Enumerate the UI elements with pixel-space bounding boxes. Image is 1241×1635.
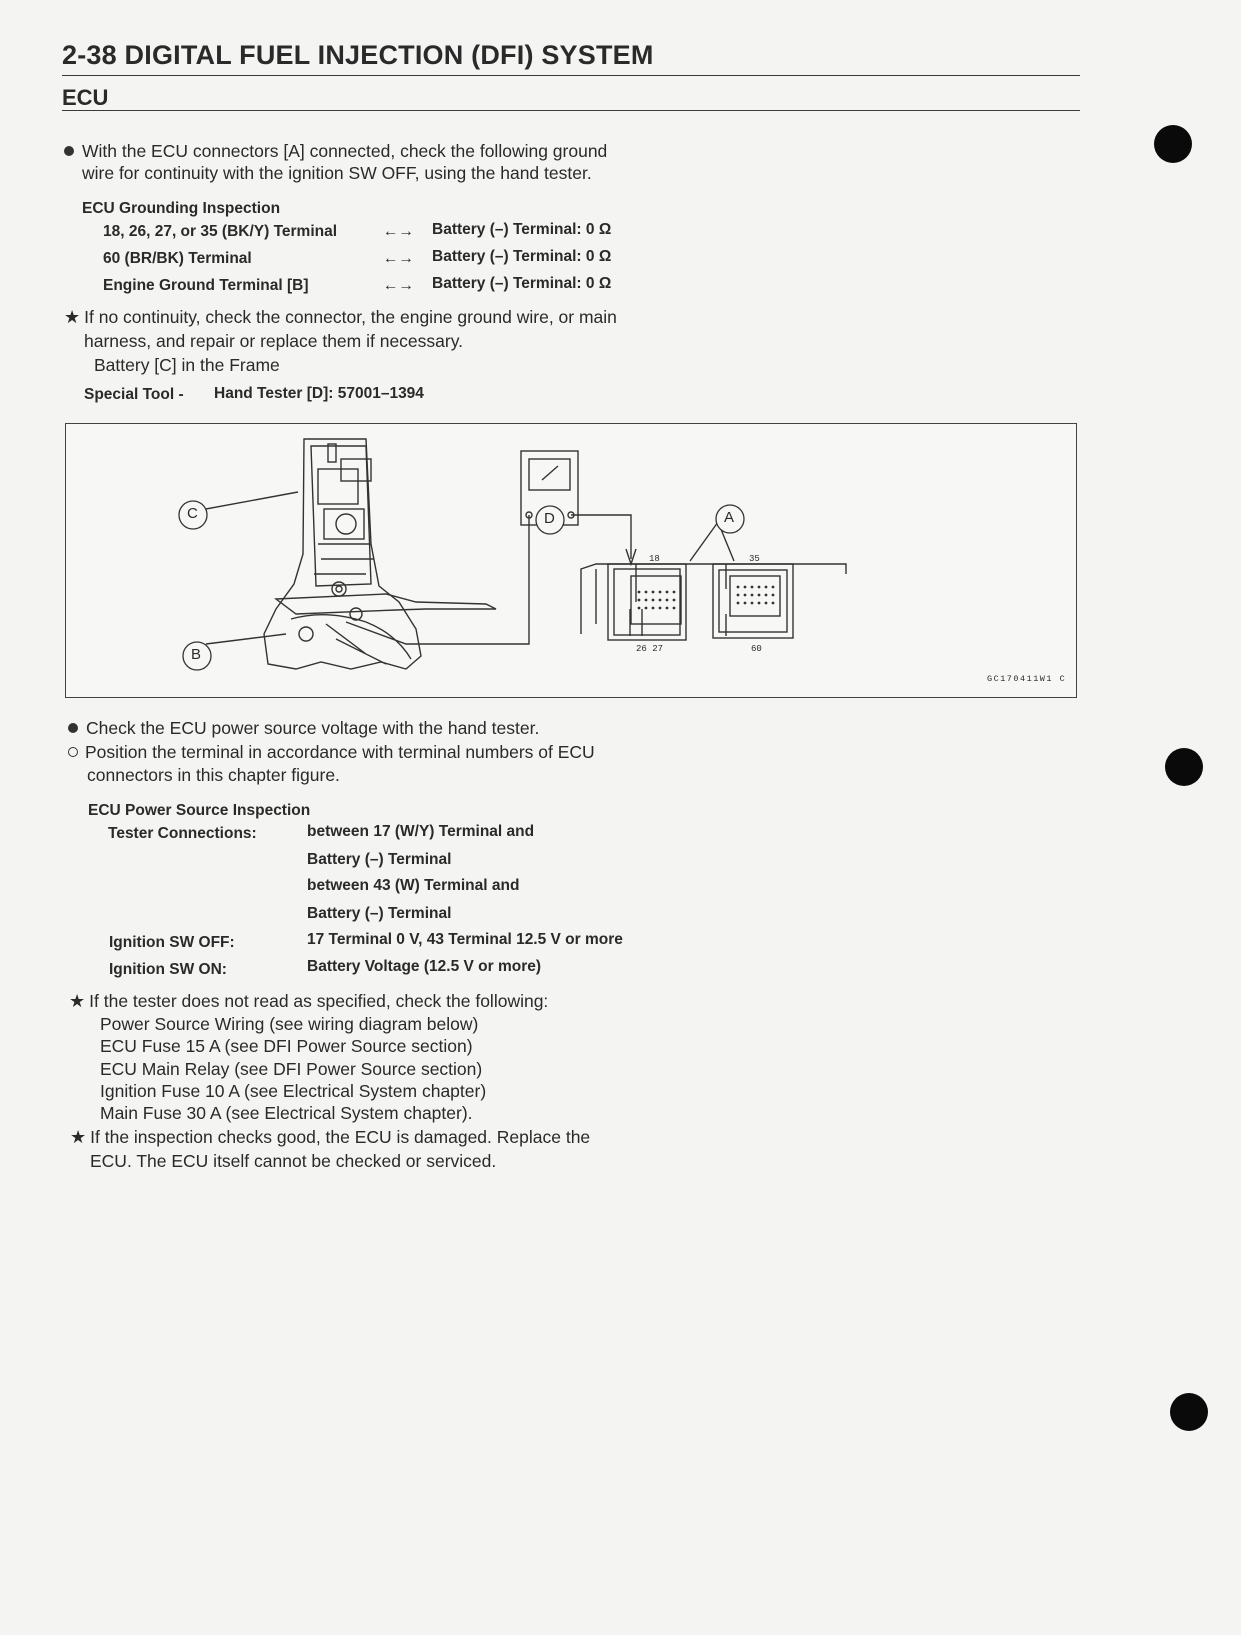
tester-connections-label: Tester Connections:	[108, 825, 257, 842]
lead-ecu	[571, 515, 631, 559]
label-b: B	[191, 646, 202, 663]
paragraph-line: Position the terminal in accordance with terminal numbers of ECU	[85, 742, 595, 762]
pin-label-18: 18	[649, 554, 660, 564]
grounding-row-left: Engine Ground Terminal [B]	[103, 277, 309, 294]
paragraph-line: If no continuity, check the connector, the engine ground wire, or main	[84, 307, 617, 327]
ecu-connector-right	[713, 564, 793, 638]
section-rule	[62, 110, 1080, 111]
paragraph-line: If the inspection checks good, the ECU is damaged. Replace the	[90, 1127, 591, 1147]
callout-b-line	[206, 634, 286, 644]
tester-line: between 17 (W/Y) Terminal and	[307, 823, 535, 840]
check-item: Main Fuse 30 A (see Electrical System chapter).	[100, 1103, 473, 1123]
grounding-row-left: 60 (BR/BK) Terminal	[103, 250, 252, 267]
grounding-row-left: 18, 26, 27, or 35 (BK/Y) Terminal	[103, 223, 338, 240]
pin-label-26-27: 26 27	[636, 644, 664, 654]
paragraph-line: wire for continuity with the ignition SW OFF, using the hand tester.	[82, 163, 592, 183]
star-icon: ★	[64, 307, 81, 327]
paragraph-ecu-damaged	[70, 1126, 590, 1149]
paragraph-no-continuity	[64, 306, 617, 329]
paragraph-not-specified	[69, 990, 548, 1013]
pin-label-60: 60	[751, 644, 762, 654]
ignition-on-label: Ignition SW ON:	[109, 961, 227, 978]
grounding-row-right: Battery (–) Terminal: 0 Ω	[432, 275, 612, 292]
tester-line: between 43 (W) Terminal and	[307, 877, 520, 894]
paragraph-line: connectors in this chapter figure.	[87, 765, 340, 785]
paragraph-ground-check	[64, 140, 607, 163]
check-item: Ignition Fuse 10 A (see Electrical System chapter)	[100, 1081, 487, 1101]
paragraph-sub-item	[68, 741, 595, 764]
special-tool-label: Special Tool -	[84, 386, 184, 403]
star-icon: ★	[69, 991, 86, 1011]
star-icon: ★	[70, 1127, 87, 1147]
special-tool-value: Hand Tester [D]: 57001–1394	[214, 385, 424, 402]
pin-label-35: 35	[749, 554, 760, 564]
paragraph-line: Check the ECU power source voltage with the hand tester.	[86, 718, 540, 738]
paragraph-line: Battery [C] in the Frame	[94, 355, 280, 375]
ring-bullet-icon	[68, 747, 78, 757]
page-title: 2-38 DIGITAL FUEL INJECTION (DFI) SYSTEM	[62, 40, 654, 70]
tester-meter	[529, 459, 570, 490]
paragraph-line: With the ECU connectors [A] connected, check the following ground	[82, 141, 608, 161]
paragraph-power-check	[68, 717, 539, 740]
tester-line: Battery (–) Terminal	[307, 851, 452, 868]
label-c: C	[187, 505, 198, 522]
tester-line: Battery (–) Terminal	[307, 905, 452, 922]
paragraph-line: harness, and repair or replace them if necessary.	[84, 331, 464, 351]
check-item: Power Source Wiring (see wiring diagram below)	[100, 1014, 479, 1034]
check-item: ECU Main Relay (see DFI Power Source section)	[100, 1059, 483, 1079]
check-item: ECU Fuse 15 A (see DFI Power Source section)	[100, 1036, 473, 1056]
section-title: ECU	[62, 85, 109, 110]
wiring-figure	[65, 423, 1077, 698]
label-a: A	[724, 509, 735, 526]
ignition-off-value: 17 Terminal 0 V, 43 Terminal 12.5 V or more	[307, 931, 623, 948]
figure-drawing	[66, 424, 1076, 697]
arrow-icon: ←→	[383, 223, 414, 240]
bullet-icon	[68, 723, 78, 733]
bullet-icon	[64, 146, 74, 156]
paragraph-line: ECU. The ECU itself cannot be checked or serviced.	[90, 1151, 497, 1171]
callout-c-line	[206, 492, 298, 509]
arrow-icon: ←→	[383, 277, 414, 294]
binder-hole-top	[1154, 125, 1192, 163]
label-d: D	[544, 510, 555, 527]
arrow-icon: ←→	[383, 250, 414, 267]
ignition-off-label: Ignition SW OFF:	[109, 934, 235, 951]
figure-code: GC170411W1 C	[987, 674, 1067, 684]
grounding-row-right: Battery (–) Terminal: 0 Ω	[432, 248, 612, 265]
title-rule	[62, 75, 1080, 76]
frame-outline	[264, 439, 421, 669]
paragraph-line: If the tester does not read as specified, check the following:	[89, 991, 549, 1011]
power-heading: ECU Power Source Inspection	[88, 802, 311, 819]
ignition-on-value: Battery Voltage (12.5 V or more)	[307, 958, 542, 975]
binder-hole-bottom	[1170, 1393, 1208, 1431]
grounding-heading: ECU Grounding Inspection	[82, 200, 281, 217]
grounding-row-right: Battery (–) Terminal: 0 Ω	[432, 221, 612, 238]
binder-hole-middle	[1165, 748, 1203, 786]
